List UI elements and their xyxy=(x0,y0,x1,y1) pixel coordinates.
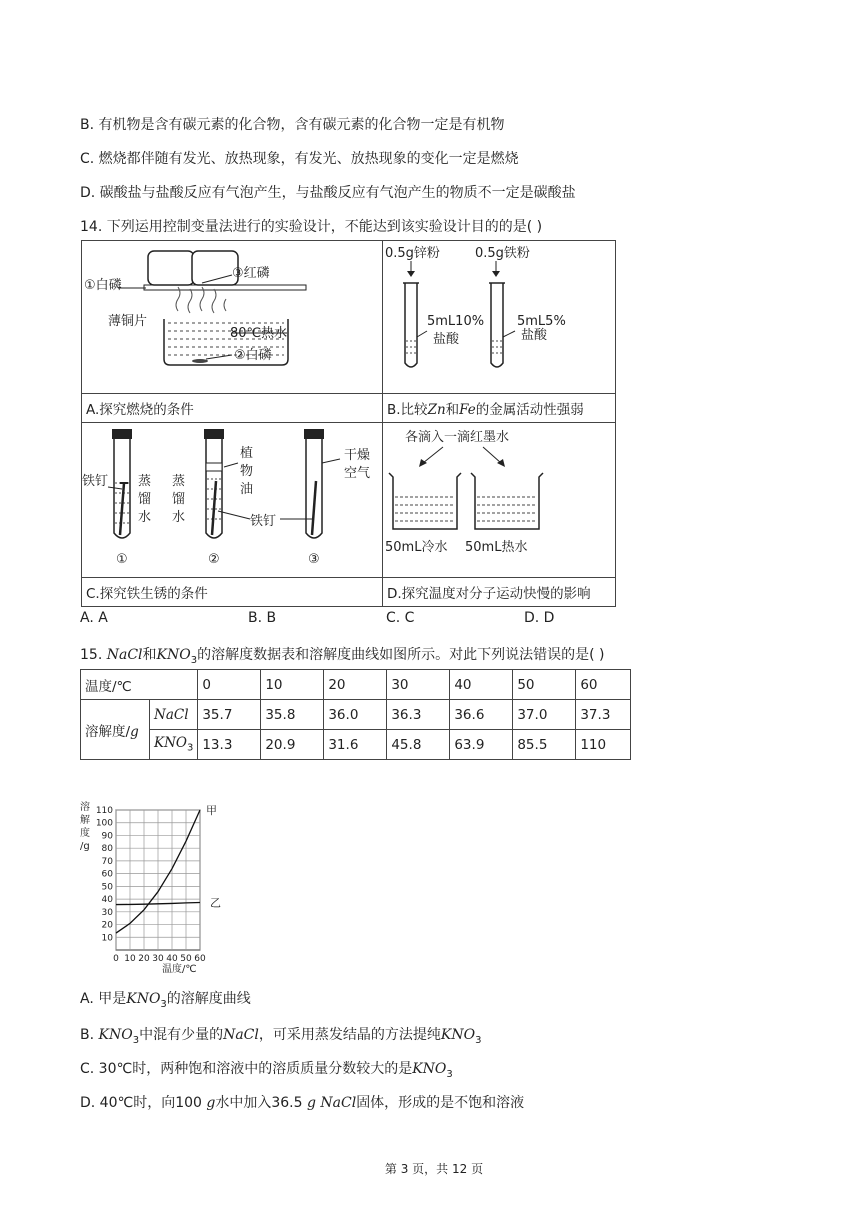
opt-d-5: 36.5 xyxy=(271,1095,307,1111)
label-water-2b: 馏 xyxy=(172,492,186,507)
fig-a-cell xyxy=(82,241,383,394)
series-label-jia: 甲 xyxy=(206,804,217,817)
nacl-header: NaCl xyxy=(150,700,198,730)
nacl-cell: 36.6 xyxy=(450,700,513,730)
opt-b-3: 3 xyxy=(132,1034,140,1046)
label-cold-water: 50mL冷水 xyxy=(385,540,448,555)
nacl-cell: 35.7 xyxy=(198,700,261,730)
kno3-cell: 20.9 xyxy=(261,730,324,760)
q15-number: 15. xyxy=(80,647,107,663)
label-red-phosphorus: ③红磷 xyxy=(232,266,270,281)
kno3-cell: 85.5 xyxy=(513,730,576,760)
series-label-yi: 乙 xyxy=(210,896,221,910)
table-row xyxy=(81,730,631,760)
label-nail-1: 铁钉 xyxy=(82,474,109,489)
q15-kno3-sub: 3 xyxy=(190,654,198,666)
label-oil-b: 物 xyxy=(240,464,254,479)
y-tick-label: 110 xyxy=(95,806,113,816)
x-tick-label: 40 xyxy=(166,954,178,964)
q15-option-d xyxy=(80,1092,524,1112)
fig-b-drawing xyxy=(383,241,615,389)
solubility-label: 溶解度/ xyxy=(85,723,131,740)
fig-c-drawing xyxy=(82,423,382,573)
solubility-unit: g xyxy=(130,723,139,740)
kno3-header xyxy=(150,730,198,760)
kno3-cell: 31.6 xyxy=(324,730,387,760)
label-acid-1-conc: 5mL10% xyxy=(427,314,485,329)
label-white-phosphorus-1: ①白磷 xyxy=(84,278,122,293)
opt-d-6: g NaCl xyxy=(306,1095,357,1111)
q14-option-a: A. A xyxy=(80,610,108,626)
y-tick-label: 60 xyxy=(101,869,113,880)
opt-c-2: KNO xyxy=(412,1061,447,1077)
fig-d-caption: D.探究温度对分子运动快慢的影响 xyxy=(383,578,616,607)
label-dry-air-b: 空气 xyxy=(344,466,371,481)
nacl-cell: 37.0 xyxy=(513,700,576,730)
fig-b-metal-fe: Fe xyxy=(459,402,476,418)
nacl-cell: 36.3 xyxy=(387,700,450,730)
ylabel-char-4: /g xyxy=(80,841,90,852)
kno3-cell: 63.9 xyxy=(450,730,513,760)
y-tick-label: 40 xyxy=(101,895,113,906)
fig-c-cell xyxy=(82,423,383,578)
label-hot-water-d: 50mL热水 xyxy=(465,540,528,555)
label-tube-1: ① xyxy=(116,552,128,567)
y-tick-label: 10 xyxy=(101,933,113,944)
q15-option-b xyxy=(80,1024,481,1046)
label-tube-2: ② xyxy=(208,552,220,567)
label-water-1a: 蒸 xyxy=(138,474,152,489)
solubility-chart xyxy=(74,798,244,980)
table-row xyxy=(81,700,631,730)
q15-option-a xyxy=(80,988,251,1010)
label-nail-2: 铁钉 xyxy=(250,514,277,529)
q13-option-d: D. 碳酸盐与盐酸反应有气泡产生，与盐酸反应有气泡产生的物质不一定是碳酸盐 xyxy=(80,185,576,201)
fig-b-caption-pre: B.比较 xyxy=(387,402,428,418)
q14-figure-table xyxy=(81,240,616,607)
y-tick-label: 20 xyxy=(101,920,113,931)
label-water-1c: 水 xyxy=(138,510,152,525)
label-acid-2-conc: 5mL5% xyxy=(517,314,566,329)
q14-option-b: B. B xyxy=(248,610,277,626)
y-tick-label: 70 xyxy=(101,856,113,867)
solubility-header xyxy=(81,700,150,760)
label-zinc-powder: 0.5g锌粉 xyxy=(385,246,440,261)
opt-b-7: KNO xyxy=(440,1027,476,1043)
opt-a-2: KNO xyxy=(126,991,161,1007)
label-acid-2: 盐酸 xyxy=(521,328,548,343)
x-tick-label: 10 xyxy=(124,954,136,964)
y-tick-label: 30 xyxy=(101,907,113,918)
kno3-sub: 3 xyxy=(186,742,194,754)
q15-option-c xyxy=(80,1058,453,1080)
fig-d-cell xyxy=(383,423,616,578)
fig-c-caption: C.探究铁生锈的条件 xyxy=(82,578,383,607)
x-tick-label: 30 xyxy=(152,954,164,964)
page-footer: 第 3 页，共 12 页 xyxy=(384,1162,484,1176)
kno3-cell: 13.3 xyxy=(198,730,261,760)
opt-a-4: 的溶解度曲线 xyxy=(166,991,251,1007)
x-axis-label: 温度/℃ xyxy=(162,964,197,975)
q14-option-d: D. D xyxy=(524,610,555,626)
label-oil-c: 油 xyxy=(240,482,254,497)
temp-cell: 40 xyxy=(450,670,513,700)
temp-cell: 20 xyxy=(324,670,387,700)
temp-cell: 60 xyxy=(576,670,631,700)
opt-b-6: ，可采用蒸发结晶的方法提纯 xyxy=(258,1027,441,1043)
ylabel-char-1: 溶 xyxy=(80,802,90,813)
nacl-cell: 36.0 xyxy=(324,700,387,730)
y-tick-label: 80 xyxy=(101,844,113,855)
table-row xyxy=(81,670,631,700)
opt-b-2: KNO xyxy=(98,1027,133,1043)
x-tick-label: 60 xyxy=(194,954,206,964)
y-tick-label: 100 xyxy=(95,818,113,829)
kno3-label: KNO xyxy=(154,735,187,752)
label-white-phosphorus-2: ②白磷 xyxy=(234,348,272,363)
q14-stem: 14. 下列运用控制变量法进行的实验设计，不能达到该实验设计目的的是( ) xyxy=(80,219,543,235)
q13-option-b: B. 有机物是含有碳元素的化合物，含有碳元素的化合物一定是有机物 xyxy=(80,117,505,133)
opt-d-3: g xyxy=(206,1095,216,1111)
label-water-2a: 蒸 xyxy=(172,474,186,489)
y-tick-label: 50 xyxy=(101,882,113,893)
q15-stem-rest: 的溶解度数据表和溶解度曲线如图所示。对此下列说法错误的是( ) xyxy=(197,647,605,663)
temp-cell: 50 xyxy=(513,670,576,700)
kno3-cell: 45.8 xyxy=(387,730,450,760)
x-tick-label: 0 xyxy=(113,954,119,964)
fig-b-metal-zn: Zn xyxy=(427,402,446,418)
label-hot-water: 80℃热水 xyxy=(230,326,288,341)
label-dry-air-a: 干燥 xyxy=(344,448,371,463)
ylabel-char-3: 度 xyxy=(80,828,90,839)
opt-b-1: B. xyxy=(80,1027,99,1043)
temp-header: 温度/℃ xyxy=(81,670,198,700)
opt-b-4: 中混有少量的 xyxy=(139,1027,224,1043)
temp-cell: 30 xyxy=(387,670,450,700)
q14-option-c: C. C xyxy=(386,610,415,626)
kno3-cell: 110 xyxy=(576,730,631,760)
label-acid-1: 盐酸 xyxy=(433,332,460,347)
fig-b-and: 和 xyxy=(445,402,460,418)
opt-d-1: D. 40℃时，向 xyxy=(80,1095,176,1111)
q15-nacl: NaCl xyxy=(106,647,143,663)
label-copper-plate: 薄铜片 xyxy=(108,314,148,329)
opt-b-8: 3 xyxy=(475,1034,482,1046)
opt-d-2: 100 xyxy=(175,1095,207,1111)
label-water-2c: 水 xyxy=(172,510,186,525)
ylabel-char-2: 解 xyxy=(80,815,90,826)
fig-b-cell xyxy=(383,241,616,394)
q13-option-c: C. 燃烧都伴随有发光、放热现象，有发光、放热现象的变化一定是燃烧 xyxy=(80,151,519,167)
nacl-cell: 35.8 xyxy=(261,700,324,730)
fig-a-caption: A.探究燃烧的条件 xyxy=(82,394,383,423)
opt-b-5: NaCl xyxy=(223,1027,259,1043)
label-tube-3: ③ xyxy=(308,552,320,567)
nacl-cell: 37.3 xyxy=(576,700,631,730)
solubility-table xyxy=(80,669,631,760)
fig-a-drawing xyxy=(82,241,382,389)
label-iron-powder: 0.5g铁粉 xyxy=(475,246,530,261)
opt-d-4: 水中加入 xyxy=(215,1095,272,1111)
label-oil-a: 植 xyxy=(240,446,254,461)
label-red-ink: 各滴入一滴红墨水 xyxy=(405,430,510,445)
x-tick-label: 50 xyxy=(180,954,192,964)
y-tick-label: 90 xyxy=(101,831,113,842)
fig-b-caption-post: 的金属活动性强弱 xyxy=(475,402,584,418)
q15-stem xyxy=(80,644,604,666)
fig-d-drawing xyxy=(383,423,615,573)
opt-a-3: 3 xyxy=(160,998,167,1010)
opt-d-7: 固体，形成的是不饱和溶液 xyxy=(356,1095,525,1111)
temp-cell: 0 xyxy=(198,670,261,700)
opt-a-1: A. 甲是 xyxy=(80,991,127,1007)
q15-kno3: KNO xyxy=(156,647,191,663)
fig-b-caption xyxy=(383,394,616,423)
q15-and: 和 xyxy=(142,647,157,663)
opt-c-1: C. 30℃时，两种饱和溶液中的溶质质量分数较大的是 xyxy=(80,1061,413,1077)
temp-cell: 10 xyxy=(261,670,324,700)
opt-c-3: 3 xyxy=(446,1068,453,1080)
label-water-1b: 馏 xyxy=(138,492,152,507)
x-tick-label: 20 xyxy=(138,954,150,964)
